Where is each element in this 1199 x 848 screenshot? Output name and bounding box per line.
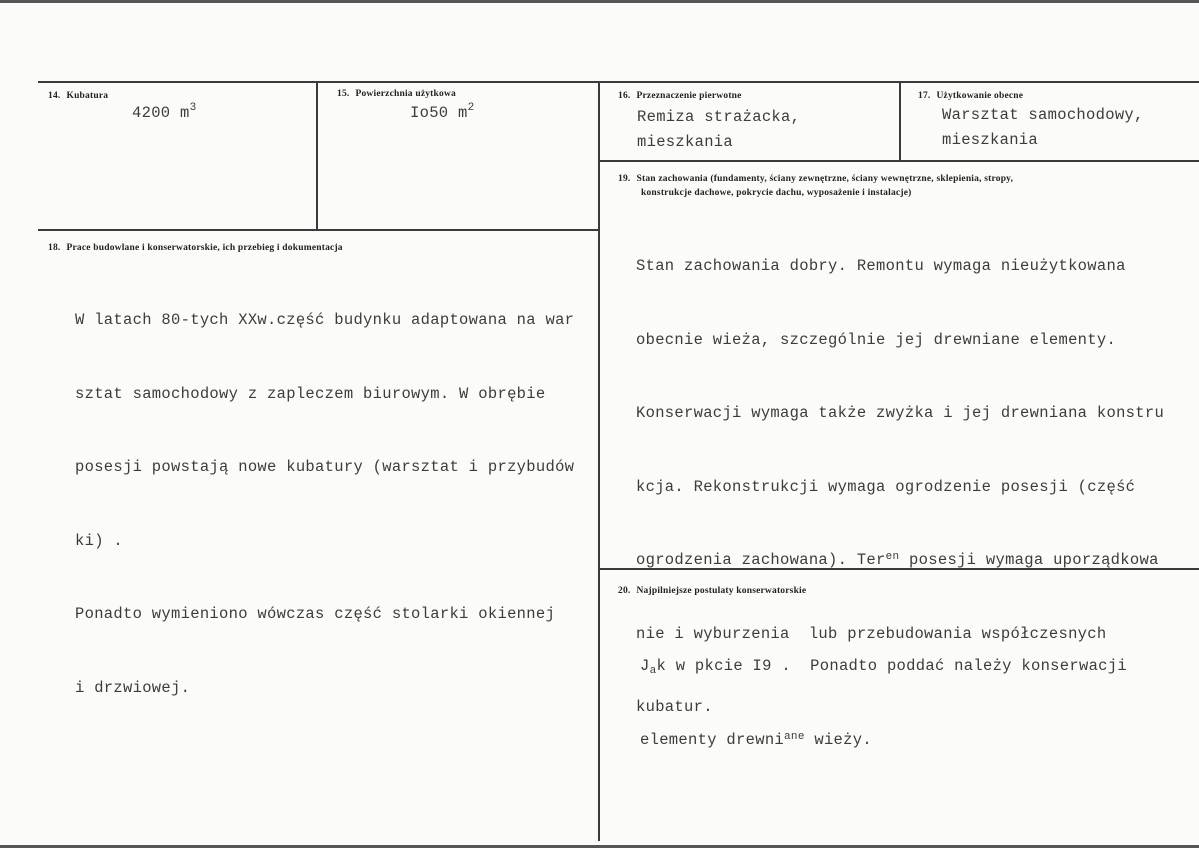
field-16-value: Remiza strażacka, mieszkania bbox=[637, 108, 801, 151]
field-19-label-cont: konstrukcje dachowe, pokrycie dachu, wyposażenie i instalacje) bbox=[641, 188, 912, 198]
field-14-label: 14. Kubatura bbox=[48, 91, 109, 101]
field-16-label: 16. Przeznaczenie pierwotne bbox=[618, 91, 742, 101]
field-19-label: 19. Stan zachowania (fundamenty, ściany zewnętrzne, ściany wewnętrzne, sklepienia, stropy, bbox=[618, 174, 1014, 184]
field-17-value: Warsztat samochodowy, mieszkania bbox=[942, 106, 1144, 149]
divider-16-17 bbox=[899, 81, 901, 161]
field-14-value: 4200 $m^3$ bbox=[132, 102, 197, 122]
field-20-value: $J_ak$ w pkcie I9 . Ponadto poddać należy konserwacji elementy drewni$^{ane}$ wieży. bbox=[640, 657, 1127, 749]
field-17-label: 17. Użytkowanie obecne bbox=[918, 91, 1024, 101]
field-20-label: 20. Najpilniejsze postulaty konserwatorskie bbox=[618, 586, 807, 596]
divider-15-16 bbox=[598, 81, 600, 841]
field-18-value: W latach 80-tych XXw.część budynku adaptowana na war sztat samochodowy z zapleczem biurowym. W obrębie posesji powstają nowe kubatury (warsztat i przybudów ki) . Ponadto wymieniono wówczas część stolarki okiennej i drzwiowej. bbox=[75, 311, 575, 697]
line-under-16-17 bbox=[598, 160, 1199, 162]
divider-14-15 bbox=[316, 81, 318, 230]
field-15-value: Io50 $m^2$ bbox=[410, 102, 475, 122]
field-19-value: Stan zachowania dobry. Remontu wymaga nieużytkowana obecnie wieża, szczególnie jej drewniane elementy. Konserwacji wymaga także zwyżka i jej drewniana konstru kcja. Rekonstrukcji wymaga ogrodzenie posesji (część ogrodzenia zachowana). Ter$^{en}$ posesji wymaga uporządkowa nie i wyburzenia lub przebudowania współczesnych kubatur. bbox=[636, 257, 1165, 716]
top-row-line bbox=[38, 81, 1199, 83]
field-18-clip bbox=[40, 257, 598, 697]
field-18-label: 18. Prace budowlane i konserwatorskie, ich przebieg i dokumentacja bbox=[48, 243, 343, 253]
field-15-label: 15. Powierzchnia użytkowa bbox=[337, 89, 456, 99]
line-under-14-15 bbox=[38, 229, 600, 231]
